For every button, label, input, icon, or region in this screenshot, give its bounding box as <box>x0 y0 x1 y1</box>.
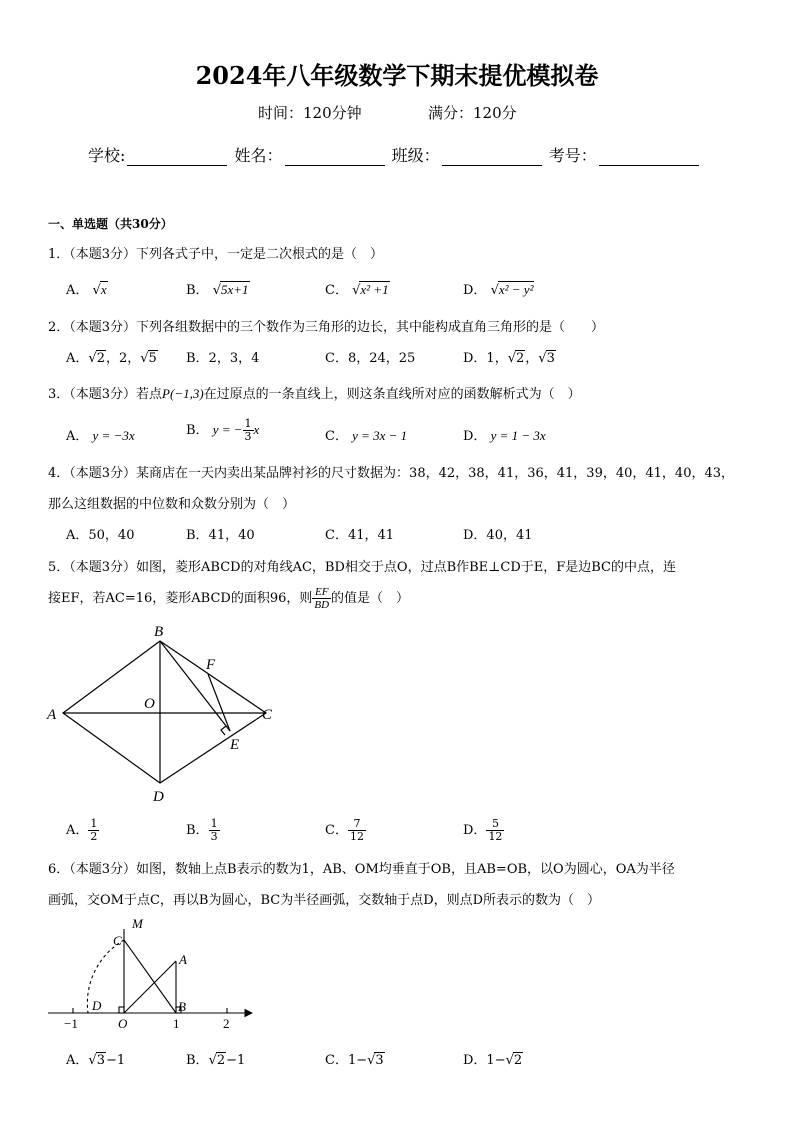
question-5-line-1: 5．（本题3分）如图，菱形ABCD的对角线AC，BD相交于点O，过点B作BE⊥CD于E，F是边BC的中点，连 <box>48 560 677 575</box>
exam-title: 2024年八年级数学下期末提优模拟卷 <box>195 61 599 90</box>
point-p: P(−1,3) <box>162 386 204 401</box>
q3-option-c[interactable]: C． y = 3x − 1 <box>325 428 408 444</box>
q2-option-d[interactable]: D．1，√2，√3 <box>463 351 555 366</box>
class-blank[interactable] <box>442 149 542 166</box>
q5-option-b[interactable]: B． $\frac{1}{3}$ <box>186 817 218 843</box>
segment-be <box>160 641 230 731</box>
question-2-stem: 2．（本题3分）下列各组数据中的三个数作为三角形的边长，其中能构成直角三角形的是（ ） <box>48 320 605 335</box>
class-label: 班级： <box>391 146 440 165</box>
q3-option-b[interactable]: B． y = − $\frac{1}{3}$ x <box>186 417 260 443</box>
q5-option-d[interactable]: D． $\frac{5}{12}$ <box>463 817 503 843</box>
label-o: O <box>144 696 155 712</box>
label-c: C <box>113 933 122 948</box>
q1-option-a[interactable]: A． √x <box>66 282 107 298</box>
label-a: A <box>179 952 187 967</box>
q6-option-b[interactable]: B．√2−1 <box>186 1053 246 1068</box>
question-4-line-1: 4．（本题3分）某商店在一天内卖出某品牌衬衫的尺寸数据为：38，42，38，41，36，41，39，40，41，40，43， <box>48 466 735 481</box>
question-6-line-1: 6．（本题3分）如图，数轴上点B表示的数为1，AB、OM均垂直于OB，且AB=OB，以O为圆心，OA为半径 <box>48 862 675 877</box>
fraction: $\frac{1}{3}$ <box>244 417 252 443</box>
q2-option-b[interactable]: B．2，3，4 <box>186 351 260 366</box>
q6-option-c[interactable]: C．1−√3 <box>325 1053 384 1068</box>
q1-option-d[interactable]: D． √x² − y² <box>463 282 534 298</box>
label-d: D <box>153 789 164 805</box>
right-angle-o <box>119 1007 124 1013</box>
q4-option-c[interactable]: C．41，41 <box>325 528 395 543</box>
q5-option-c[interactable]: C． $\frac{7}{12}$ <box>325 817 364 843</box>
right-angle-mark <box>221 726 226 735</box>
score-label: 满分：120分 <box>428 104 517 122</box>
segment-ef <box>208 674 230 731</box>
label-d: D <box>92 998 102 1013</box>
school-blank[interactable] <box>127 149 227 166</box>
label-o: O <box>118 1016 128 1031</box>
q3-option-a[interactable]: A． y = −3x <box>66 428 135 444</box>
question-5-line-2: 接EF，若AC=16，菱形ABCD的面积96，则 $\frac{EF}{BD}$ 的值是（ ） <box>48 586 410 611</box>
question-1-stem: 1．（本题3分）下列各式子中，一定是二次根式的是（ ） <box>48 247 384 262</box>
q6-option-a[interactable]: A．√3−1 <box>66 1053 126 1068</box>
q6-option-d[interactable]: D．1−√2 <box>463 1053 523 1068</box>
q5-option-a[interactable]: A． $\frac{1}{2}$ <box>66 817 98 843</box>
q2-option-a[interactable]: A．√2，2，√5 <box>66 351 157 366</box>
exam-number-blank[interactable] <box>599 149 699 166</box>
q2-option-c[interactable]: C．8，24，25 <box>325 351 416 366</box>
question-4-line-2: 那么这组数据的中位数和众数分别为（ ） <box>48 497 296 512</box>
q1-option-c[interactable]: C． √x² +1 <box>325 282 389 298</box>
label-e: E <box>230 737 240 753</box>
fraction-ef-bd: $\frac{EF}{BD}$ <box>314 586 330 611</box>
q3-option-d[interactable]: D． y = 1 − 3x <box>463 428 546 444</box>
name-blank[interactable] <box>285 149 385 166</box>
tick-label-1: 1 <box>173 1016 180 1031</box>
time-label: 时间：120分钟 <box>258 104 362 122</box>
segment-bc <box>124 940 176 1013</box>
q4-option-d[interactable]: D．40，41 <box>463 528 533 543</box>
label-c: C <box>262 707 273 723</box>
label-a: A <box>47 707 57 723</box>
label-b: B <box>178 999 186 1014</box>
tick-label-2: 2 <box>223 1016 230 1031</box>
q1-option-b[interactable]: B． √5x+1 <box>186 282 249 298</box>
question-6-line-2: 画弧，交OM于点C，再以B为圆心，BC为半径画弧，交数轴于点D，则点D所表示的数为（ ） <box>48 893 601 908</box>
number-line-diagram <box>40 912 265 1032</box>
rhombus-abcd <box>63 641 266 783</box>
label-b: B <box>154 624 164 640</box>
label-m: M <box>132 916 143 931</box>
segment-oa <box>124 961 176 1013</box>
school-label: 学校: <box>88 146 126 165</box>
rhombus-diagram <box>40 618 290 808</box>
question-3-stem: 3．（本题3分）若点P(−1,3)在过原点的一条直线上，则这条直线所对应的函数解析式为（ ） <box>48 386 581 402</box>
student-info-row <box>88 143 701 166</box>
exam-number-label: 考号： <box>548 146 597 165</box>
section-heading: 一、单选题（共30分） <box>48 217 173 231</box>
label-f: F <box>206 657 216 673</box>
q4-option-b[interactable]: B．41，40 <box>186 528 255 543</box>
name-label: 姓名： <box>234 146 283 165</box>
q4-option-a[interactable]: A．50，40 <box>66 528 135 543</box>
tick-label-minus-1: −1 <box>64 1016 78 1031</box>
